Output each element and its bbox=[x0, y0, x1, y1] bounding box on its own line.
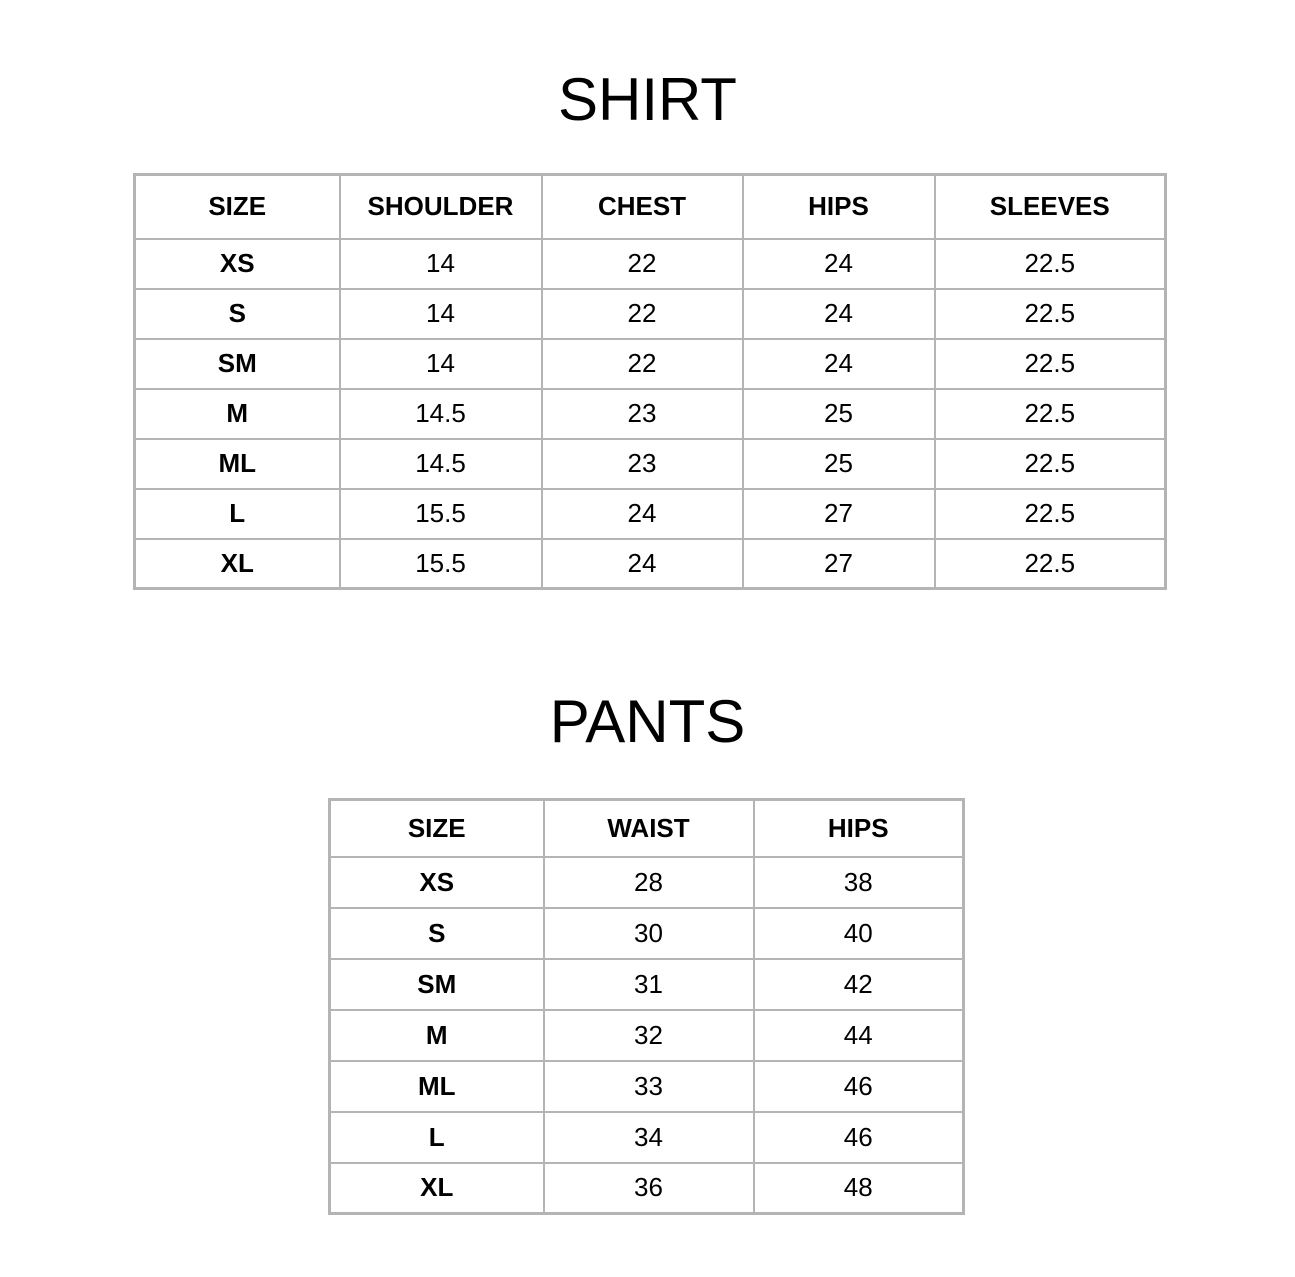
table-row bbox=[135, 289, 1166, 339]
size-cell: M bbox=[330, 1010, 544, 1061]
table-row bbox=[135, 239, 1166, 289]
hips-cell: 46 bbox=[754, 1112, 964, 1163]
pants-header-size: SIZE bbox=[330, 800, 544, 857]
table-row bbox=[135, 489, 1166, 539]
sleeves-cell: 22.5 bbox=[935, 389, 1166, 439]
table-row bbox=[330, 1061, 964, 1112]
chest-cell: 23 bbox=[542, 439, 743, 489]
sleeves-cell: 22.5 bbox=[935, 339, 1166, 389]
table-row bbox=[135, 439, 1166, 489]
sleeves-cell: 22.5 bbox=[935, 239, 1166, 289]
shoulder-cell: 14.5 bbox=[340, 389, 542, 439]
shoulder-cell: 14 bbox=[340, 339, 542, 389]
table-row bbox=[330, 1010, 964, 1061]
hips-cell: 24 bbox=[743, 289, 935, 339]
waist-cell: 31 bbox=[544, 959, 754, 1010]
hips-cell: 42 bbox=[754, 959, 964, 1010]
hips-cell: 44 bbox=[754, 1010, 964, 1061]
waist-cell: 30 bbox=[544, 908, 754, 959]
size-cell: S bbox=[135, 289, 340, 339]
waist-cell: 34 bbox=[544, 1112, 754, 1163]
hips-cell: 40 bbox=[754, 908, 964, 959]
hips-cell: 38 bbox=[754, 857, 964, 908]
sleeves-cell: 22.5 bbox=[935, 489, 1166, 539]
hips-cell: 27 bbox=[743, 489, 935, 539]
table-row bbox=[135, 389, 1166, 439]
table-row bbox=[330, 908, 964, 959]
shirt-header-size: SIZE bbox=[135, 175, 340, 239]
size-cell: S bbox=[330, 908, 544, 959]
sleeves-cell: 22.5 bbox=[935, 289, 1166, 339]
table-row bbox=[330, 1112, 964, 1163]
waist-cell: 28 bbox=[544, 857, 754, 908]
shirt-header-shoulder: SHOULDER bbox=[340, 175, 542, 239]
chest-cell: 24 bbox=[542, 489, 743, 539]
table-row bbox=[330, 959, 964, 1010]
size-cell: XS bbox=[330, 857, 544, 908]
size-cell: XL bbox=[330, 1163, 544, 1214]
chest-cell: 24 bbox=[542, 539, 743, 589]
chest-cell: 22 bbox=[542, 339, 743, 389]
size-cell: ML bbox=[135, 439, 340, 489]
pants-header-hips: HIPS bbox=[754, 800, 964, 857]
hips-cell: 24 bbox=[743, 339, 935, 389]
sleeves-cell: 22.5 bbox=[935, 439, 1166, 489]
hips-cell: 24 bbox=[743, 239, 935, 289]
chest-cell: 22 bbox=[542, 289, 743, 339]
pants-header-row bbox=[330, 800, 964, 857]
chest-cell: 22 bbox=[542, 239, 743, 289]
shirt-header-sleeves: SLEEVES bbox=[935, 175, 1166, 239]
hips-cell: 25 bbox=[743, 389, 935, 439]
shirt-title: SHIRT bbox=[558, 66, 737, 133]
table-row bbox=[330, 857, 964, 908]
hips-cell: 46 bbox=[754, 1061, 964, 1112]
shoulder-cell: 15.5 bbox=[340, 539, 542, 589]
pants-header-waist: WAIST bbox=[544, 800, 754, 857]
size-cell: M bbox=[135, 389, 340, 439]
waist-cell: 36 bbox=[544, 1163, 754, 1214]
shoulder-cell: 14 bbox=[340, 289, 542, 339]
shoulder-cell: 14 bbox=[340, 239, 542, 289]
chest-cell: 23 bbox=[542, 389, 743, 439]
size-cell: L bbox=[135, 489, 340, 539]
shirt-header-hips: HIPS bbox=[743, 175, 935, 239]
pants-title: PANTS bbox=[549, 688, 746, 755]
shirt-size-table bbox=[133, 173, 1167, 590]
waist-cell: 33 bbox=[544, 1061, 754, 1112]
hips-cell: 48 bbox=[754, 1163, 964, 1214]
size-cell: L bbox=[330, 1112, 544, 1163]
shirt-header-chest: CHEST bbox=[542, 175, 743, 239]
size-cell: SM bbox=[330, 959, 544, 1010]
size-cell: XS bbox=[135, 239, 340, 289]
size-cell: ML bbox=[330, 1061, 544, 1112]
shoulder-cell: 15.5 bbox=[340, 489, 542, 539]
table-row bbox=[135, 539, 1166, 589]
table-row bbox=[135, 339, 1166, 389]
size-cell: SM bbox=[135, 339, 340, 389]
waist-cell: 32 bbox=[544, 1010, 754, 1061]
shirt-header-row bbox=[135, 175, 1166, 239]
table-row bbox=[330, 1163, 964, 1214]
hips-cell: 27 bbox=[743, 539, 935, 589]
size-cell: XL bbox=[135, 539, 340, 589]
sleeves-cell: 22.5 bbox=[935, 539, 1166, 589]
hips-cell: 25 bbox=[743, 439, 935, 489]
pants-size-table bbox=[328, 798, 965, 1215]
shoulder-cell: 14.5 bbox=[340, 439, 542, 489]
